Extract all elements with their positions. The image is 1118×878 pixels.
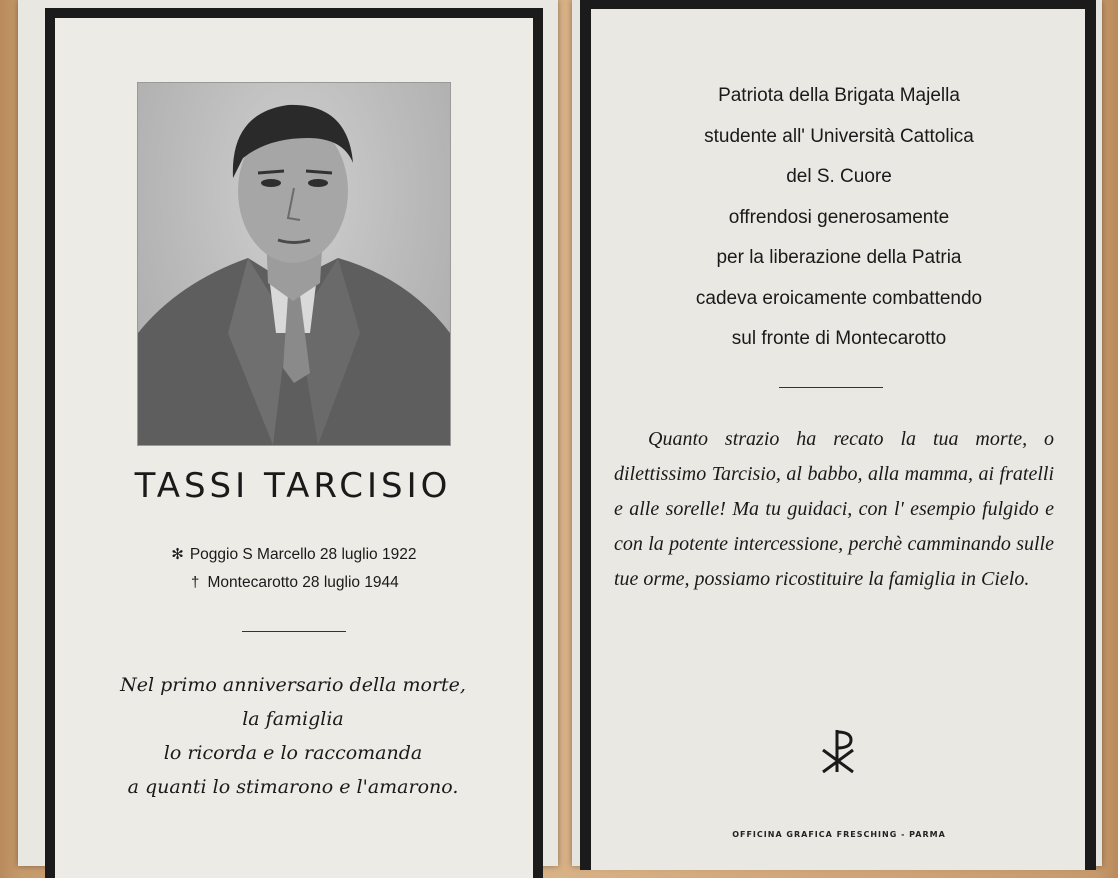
portrait-photo [137, 82, 451, 446]
birth-line [60, 541, 526, 569]
heading-line: cadeva eroicamente combattendo [695, 287, 983, 309]
heading-line: Patriota della Brigata Majella [718, 85, 960, 106]
dedication-line: a quanti lo stimarono e l'amarono. [127, 776, 459, 798]
cross-icon: † [191, 574, 200, 591]
dedication-line: Nel primo anniversario della morte, [120, 674, 466, 696]
tribute-heading [600, 76, 1078, 360]
heading-line: per la liberazione della Patria [716, 247, 962, 268]
left-divider [242, 631, 346, 632]
heading-line: studente all' Università Cattolica [704, 125, 974, 147]
prayer-text [614, 422, 1054, 597]
birth-date: Poggio S Marcello 28 luglio 1922 [189, 546, 417, 563]
printer-credit: OFFICINA GRAFICA FRESCHING - PARMA [732, 830, 946, 839]
heading-line: offrendosi generosamente [728, 206, 950, 228]
death-line [60, 569, 526, 597]
death-date: Montecarotto 28 luglio 1944 [207, 574, 399, 591]
birth-star-icon: ✻ [171, 546, 184, 563]
heading-line: del S. Cuore [786, 166, 892, 187]
right-divider [779, 387, 883, 388]
dedication-line: lo ricorda e lo raccomanda [163, 742, 423, 764]
chi-rho-icon [819, 728, 859, 774]
deceased-name: TASSI TARCISIO [134, 466, 452, 506]
life-dates [60, 541, 526, 597]
heading-line: sul fronte di Montecarotto [731, 328, 947, 349]
prayer-paragraph: Quanto strazio ha recato la tua morte, o dilettissimo Tarcisio, al babbo, alla mamma, ai fratelli e alle sorelle! Ma tu guidaci, con l' esempio fulgido e con la potente intercessione, perchè camminando sulle tue orme, possiamo ricostituire la famiglia in Cielo. [614, 428, 1054, 590]
dedication-text [60, 668, 526, 804]
dedication-line: la famiglia [242, 708, 344, 730]
